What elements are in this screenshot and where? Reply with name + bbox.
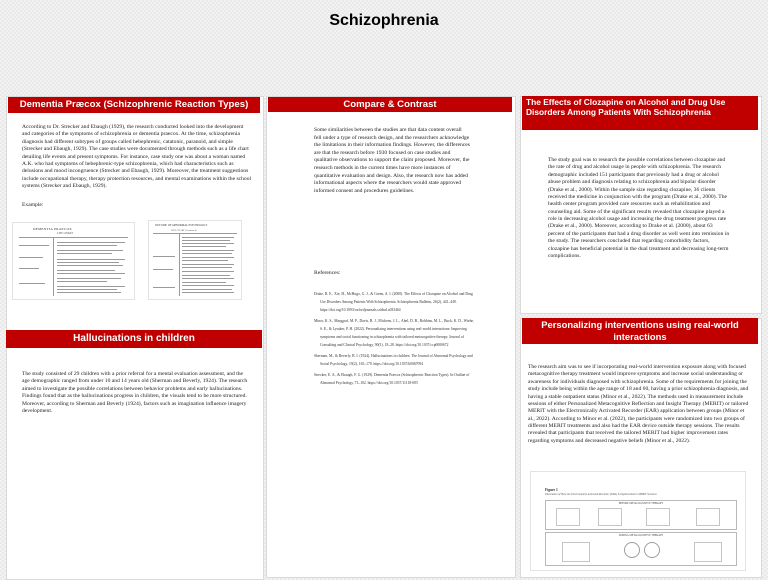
clozapine-heading: The Effects of Clozapine on Alcohol and Drug Use Disorders Among Patients With Schizophrenia xyxy=(522,96,758,130)
scan-left-heading: DEMENTIA PRAECOX xyxy=(33,227,72,231)
scan-right-sub: LIFE CHART (Continued) xyxy=(171,229,197,232)
hallucinations-body: The study consisted of 29 children with a prior referral for a mental evaluation assessment, and the age demographic ranged from under 10 and 14 years old (Sherman and Beverly, 1924). The research aimed to investigate the possible correlations between behavior problems and early hallucinations. Findings found that as the hallucinations progress in children, the visuals tend to be more structured. Moreover, according to Sherman and Beverly (1924), factors such as imagination influence imagery development. xyxy=(22,371,248,414)
life-chart-scan-left xyxy=(12,222,135,300)
dementia-example-label: Example: xyxy=(22,202,44,208)
compare-body: Some similarities between the studies are that data content overall fell under a type of research design, and the researchers acknowledge the limitations in their information findings. However, the differences are that the research before 1930 focused on case studies and qualitative observations to support the claim proposed. Moreover, the research methods in the current times have more instances of quantitative evaluation and design. Also, the research now has added informational aspects where the researchers would state approved informed consent and procedures guidelines. xyxy=(314,127,470,194)
personalizing-heading: Personalizing interventions using real-world interactions xyxy=(522,318,758,344)
scan-right-heading: OUTLINE OF ABNORMAL PSYCHOLOGY xyxy=(155,224,208,227)
dementia-body: According to Dr. Strecker and Ebaugh (1929), the research conducted looked into the development and categories of the symptoms of schizophrenia or dementia praecox. At the time, schizophrenia diagnosis had different subtypes of groups called hebephrenic, catatonic, paranoid, and simple (Strecker and Ebaugh, 1929). The case studies were documented through methods such as a life chart detailing life events and present symptoms. For instance, case study one was about a woman named A.K. who had symptoms of hebephrenic-type schizophrenia, which had characteristics such as delusions and mood incongruence (Strecker and Ebaugh, 1929). Moreover, the treatment suggestions include occupational therapy, therapy protection resources, and mental examinations within the school systems (Strecker and Ebaugh, 1929). xyxy=(22,124,252,189)
reference-item: Drake, R. E., Xie, H., McHugo, G. J., & Green, A. I. (2000). The Effects of Clozapine on Alcohol and Drug Use Disorders Among Patients With Schizophrenia. Schizophrenia Bulletin, 26(2), 441–449. https://doi.org/10.1093/oxfordjournals.schbul.a033464 xyxy=(314,292,473,312)
hallucinations-heading: Hallucinations in children xyxy=(6,330,262,348)
scan-left-sub: LIFE CHART xyxy=(57,232,73,235)
life-chart-scan-right xyxy=(148,220,242,300)
figure-caption: Illustration of How the Electronically Activated Recorder (EAR) Is Implemented in MERIT Sessions xyxy=(545,493,657,496)
reference-item: Strecker, E. A., & Ebaugh, F. G. (1929). Dementia Præcox (Schizophrenic Reaction Types). In Outline of Abnormal Psychology, 73–102. https://doi.org/10.1037/11118-005 xyxy=(314,372,470,385)
figure-box-during: DURING METACOGNITIVE THERAPY xyxy=(618,534,664,537)
clozapine-body: The study goal was to research the possible correlations between clozapine and the rate of drug and alcohol usage in people with schizophrenia. The research demographic included 151 participants that previously had a drug or alcohol abuse problem and diagnosis relating to schizophrenia and bipolar disorder (Drake et al., 2000). Within the sample size regarding clozapine, 36 clients received the medicine in conjunction with the program (Drake et al., 2000). The health center program provided care resources such as rehabilitation and counseling aid. Some of the significant results revealed that clozapine played a role in decreasing alcohol usage and increasing the drug treatment progress rate (Drake et al., 2000). Moreover, according to Drake et al. (2000), about 63 percent of the participants that had a drug disorder as well went into remission in the study. The researchers concluded that regarding comorbidity factors, clozapine has beneficial potential in the dual treatment and decreasing long-term complications. xyxy=(548,157,730,259)
reference-item: Minor, K. S., Marggraf, M. P., Davis, B. J., Mickens, J. L., Abel, D. B., Robbins, M. L., Buck, K. D., Wiehe, S. E., & Lysaker, P. H. (2022). Personalizing interventions using real-world interactions: Improving symptoms and social functioning in schizophrenia with tailored metacognitive therapy. Journal of Consulting and Clinical Psychology, 90(1), 18–28. https://doi.org/10.1037/ccp0000672 xyxy=(314,318,474,347)
merit-figure xyxy=(530,471,746,571)
references-label: References: xyxy=(314,270,341,276)
references-list xyxy=(314,291,474,390)
personalizing-body: The research aim was to see if incorporating real-world intervention exposure along with focused metacognitive therapy treatment would improve symptoms and increase social understanding or awareness for individuals diagnosed with schizophrenia. Some of the requirements for joining the study include being within the age range of 18 and 60, having a prior schizophrenia diagnosis, and having a stable outpatient status (Minor et al., 2022). The methods used in measurement include sessions of either Personalized Metacognitive Reflection and Insight Therapy (MERIT) or tailored MERIT with the Electronically Activated Recorder (EAR) application between groups (Minor et al., 2022). According to Minor et al. (2022), the participants were randomized into two groups of different MERIT treatments and also had the EAR device outside therapy sessions. The results revealed that participants that received the tailored MERIT had higher improvement rates regarding symptoms and decreased negative beliefs (Minor et al., 2022). xyxy=(528,364,749,444)
poster-title: Schizophrenia xyxy=(329,12,439,29)
figure-label: Figure 1 xyxy=(545,488,558,492)
reference-item: Sherman, M., & Beverly, B. I. (1924). Hallucinations in children. The Journal of Abnormal Psychology and Social Psychology, 19(2), 165–170. https://doi.org/10.1037/h0067094 xyxy=(314,353,473,366)
figure-box-before: BEFORE METACOGNITIVE THERAPY xyxy=(618,502,664,505)
compare-heading: Compare & Contrast xyxy=(268,97,512,112)
dementia-heading: Dementia Præcox (Schizophrenic Reaction Types) xyxy=(8,97,260,113)
